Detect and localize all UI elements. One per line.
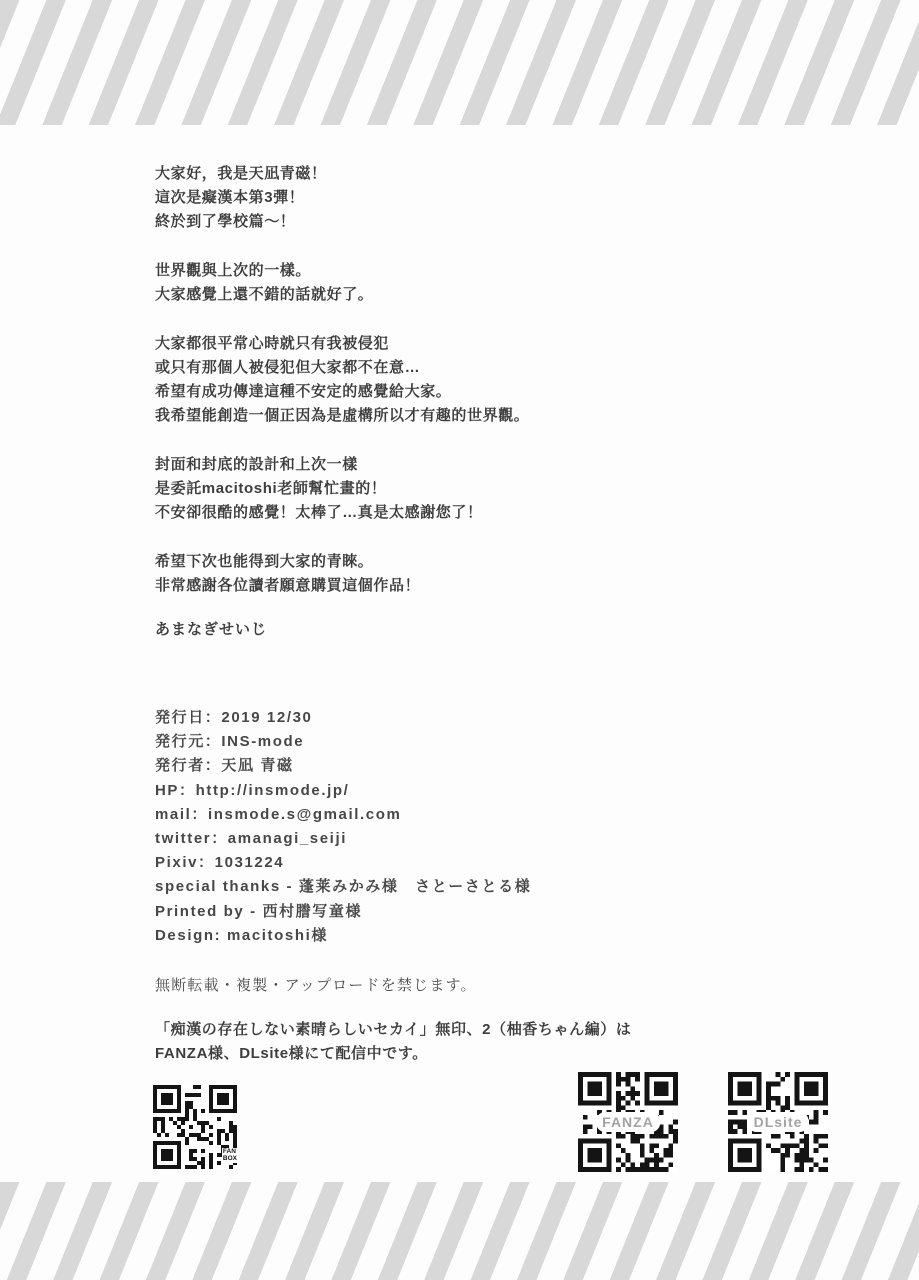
colophon-line: special thanks - 蓬莱みかみ様 さとーさとる様 xyxy=(155,878,532,896)
afterword-line: 世界觀與上次的一樣。 xyxy=(155,262,312,279)
afterword-line: 大家都很平常心時就只有我被侵犯 xyxy=(155,335,390,352)
colophon-line: mail：insmode.s@gmail.com xyxy=(155,805,402,823)
colophon-line: Design: macitoshi様 xyxy=(155,926,328,944)
colophon-line: Printed by - 西村謄写童様 xyxy=(155,902,363,920)
afterword-line: 終於到了學校篇～！ xyxy=(155,213,296,230)
distribution-line: 「痴漢の存在しない素晴らしいセカイ」無印、2（柚香ちゃん編）は xyxy=(155,1021,632,1038)
afterword-line: 或只有那個人被侵犯但大家都不在意… xyxy=(155,359,421,376)
qr-code-dlsite xyxy=(728,1072,828,1172)
afterword-line: 封面和封底的設計和上次一樣 xyxy=(155,456,358,473)
afterword-paragraph xyxy=(155,332,529,428)
fanbox-caption-line: FAN xyxy=(222,1148,236,1155)
afterword-line: 非常感謝各位讀者願意購買這個作品！ xyxy=(155,577,421,594)
afterword-paragraph xyxy=(155,550,529,598)
fanbox-caption xyxy=(222,1148,238,1163)
afterword-paragraph xyxy=(155,453,529,525)
afterword-text xyxy=(155,162,529,623)
distribution-line: FANZA様、DLsite様にて配信中です。 xyxy=(155,1045,428,1062)
colophon-line: 発行者：天凪 青磁 xyxy=(155,757,294,775)
colophon-line: 発行日：2019 12/30 xyxy=(155,709,313,726)
fanbox-caption-line: BOX xyxy=(222,1154,237,1162)
colophon-line: twitter：amanagi_seiji xyxy=(155,830,347,848)
qr-code-fanbox xyxy=(153,1085,237,1169)
colophon xyxy=(155,706,531,948)
bottom-stripe-band xyxy=(0,1182,919,1280)
colophon-line: Pixiv：1031224 xyxy=(155,854,285,872)
afterword-line: 是委託macitoshi老師幫忙畫的！ xyxy=(155,480,387,497)
distribution-notice xyxy=(155,1018,632,1066)
legal-notice: 無断転載・複製・アップロードを禁じます。 xyxy=(155,978,477,994)
afterword-line: 不安卻很酷的感覺！太棒了…真是太感謝您了！ xyxy=(155,504,483,521)
afterword-line: 這次是癡漢本第3彈！ xyxy=(155,189,305,206)
dlsite-label: DLsite xyxy=(748,1112,809,1132)
afterword-line: 我希望能創造一個正因為是虛構所以才有趣的世界觀。 xyxy=(155,407,530,424)
author-signature: あまなぎせいじ xyxy=(155,621,268,638)
colophon-line: HP：http://insmode.jp/ xyxy=(155,781,350,799)
afterword-line: 大家好，我是天凪青磁！ xyxy=(155,165,327,182)
afterword-paragraph xyxy=(155,162,529,234)
afterword-line: 希望有成功傳達這種不安定的感覺給大家。 xyxy=(155,383,452,400)
qr-code-fanza xyxy=(578,1072,678,1172)
fanza-label: FANZA xyxy=(596,1112,660,1132)
afterword-line: 大家感覺上還不錯的話就好了。 xyxy=(155,286,374,303)
top-stripe-band xyxy=(0,0,919,125)
colophon-line: 発行元：INS-mode xyxy=(155,733,305,751)
afterword-line: 希望下次也能得到大家的青睞。 xyxy=(155,553,374,570)
afterword-paragraph xyxy=(155,259,529,307)
